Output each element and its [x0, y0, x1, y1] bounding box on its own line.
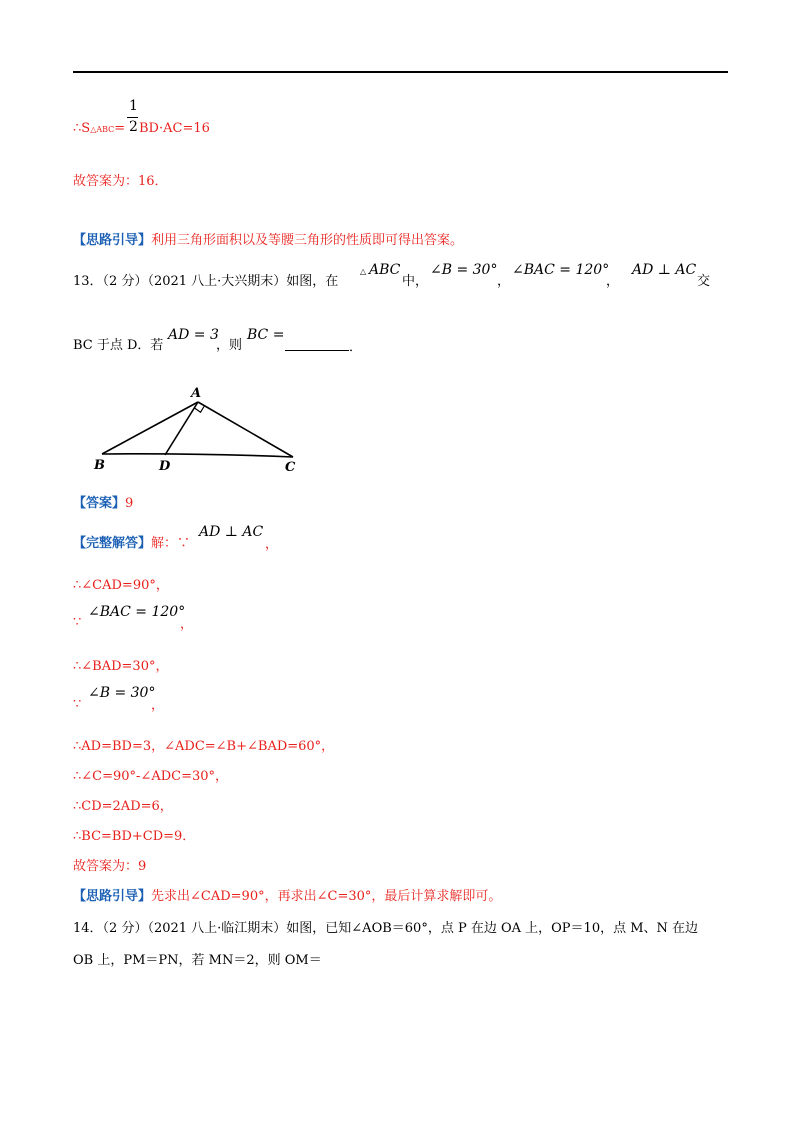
question-13-line2: BC 于点 D．若	[73, 338, 164, 353]
step-bc-9: ∴BC=BD+CD=9．	[73, 829, 196, 844]
solution-header: 【完整解答】解：∵	[73, 536, 191, 551]
fraction-bar	[127, 117, 138, 118]
triangle-figure	[88, 383, 308, 475]
label-c: C	[285, 460, 296, 475]
step-bad-30: ∴∠BAD=30°，	[73, 659, 169, 674]
comma-1: ，	[497, 274, 511, 289]
solution-ad-perp-ac: AD ⊥ AC	[199, 524, 264, 540]
solution-comma-1: ，	[265, 537, 279, 552]
bc-equals: BC =	[247, 327, 285, 343]
step-c-30: ∴∠C=90°-∠ADC=30°，	[73, 769, 229, 784]
zhong-text: 中，	[402, 274, 429, 289]
segment-ba	[102, 402, 198, 454]
therefore-symbol: ∴	[73, 121, 82, 136]
answer-13: 【答案】9	[73, 496, 134, 511]
answer-line-16: 故答案为：16．	[73, 174, 168, 189]
label-a: A	[191, 386, 202, 401]
jiao-text: 交	[697, 274, 711, 289]
triangle-symbol: △	[360, 267, 367, 276]
fraction-denominator: 2	[129, 119, 138, 135]
label-b: B	[94, 458, 105, 473]
label-d: D	[159, 459, 171, 474]
triangle-abc: ABC	[369, 262, 401, 278]
segment-ad	[165, 402, 198, 455]
guide-13: 【思路引导】先求出∠CAD=90°，再求出∠C=30°，最后计算求解即可。	[73, 889, 502, 904]
guide-12: 【思路引导】利用三角形面积以及等腰三角形的性质即可得出答案。	[73, 233, 464, 248]
right-angle-mark	[195, 407, 205, 413]
because-2: ∵	[73, 697, 82, 712]
step-ad-bd: ∴AD=BD=3，∠ADC=∠B+∠BAD=60°，	[73, 739, 335, 754]
solution-b-30: ∠B = 30°	[88, 685, 156, 701]
question-14-line1: 14．（2 分）（2021 八上·临江期末）如图，已知∠AOB＝60°，点 P 在边 OA 上，OP＝10，点 M、N 在边	[73, 921, 699, 936]
solution-comma-3: ，	[151, 698, 165, 713]
step-cad-90: ∴∠CAD=90°，	[73, 578, 169, 593]
segment-ac	[198, 402, 293, 457]
answer-blank: ．	[285, 338, 362, 356]
angle-b-30: ∠B = 30°	[430, 262, 498, 278]
ad-perp-ac: AD ⊥ AC	[632, 262, 697, 278]
step-cd-6: ∴CD=2AD=6，	[73, 799, 173, 814]
because-1: ∵	[73, 615, 82, 630]
comma-2: ，	[606, 274, 620, 289]
question-14-line2: OB 上，PM＝PN，若 MN＝2，则 OM＝	[73, 953, 322, 968]
area-formula-line: ∴S△ABC=	[73, 121, 126, 136]
question-13-prefix: 13．（2 分）（2021 八上·大兴期末）如图，在	[73, 274, 339, 289]
top-rule	[73, 71, 728, 73]
ad-equals-3: AD = 3	[168, 327, 219, 343]
solution-bac-120: ∠BAC = 120°	[88, 604, 186, 620]
area-formula-rest: BD·AC=16	[139, 121, 210, 136]
segment-bc	[102, 454, 293, 457]
ze-text: ，则	[216, 338, 243, 353]
solution-comma-2: ，	[180, 617, 194, 632]
final-answer-9: 故答案为：9	[73, 859, 147, 874]
angle-bac-120: ∠BAC = 120°	[512, 262, 610, 278]
fraction-numerator: 1	[129, 98, 138, 114]
